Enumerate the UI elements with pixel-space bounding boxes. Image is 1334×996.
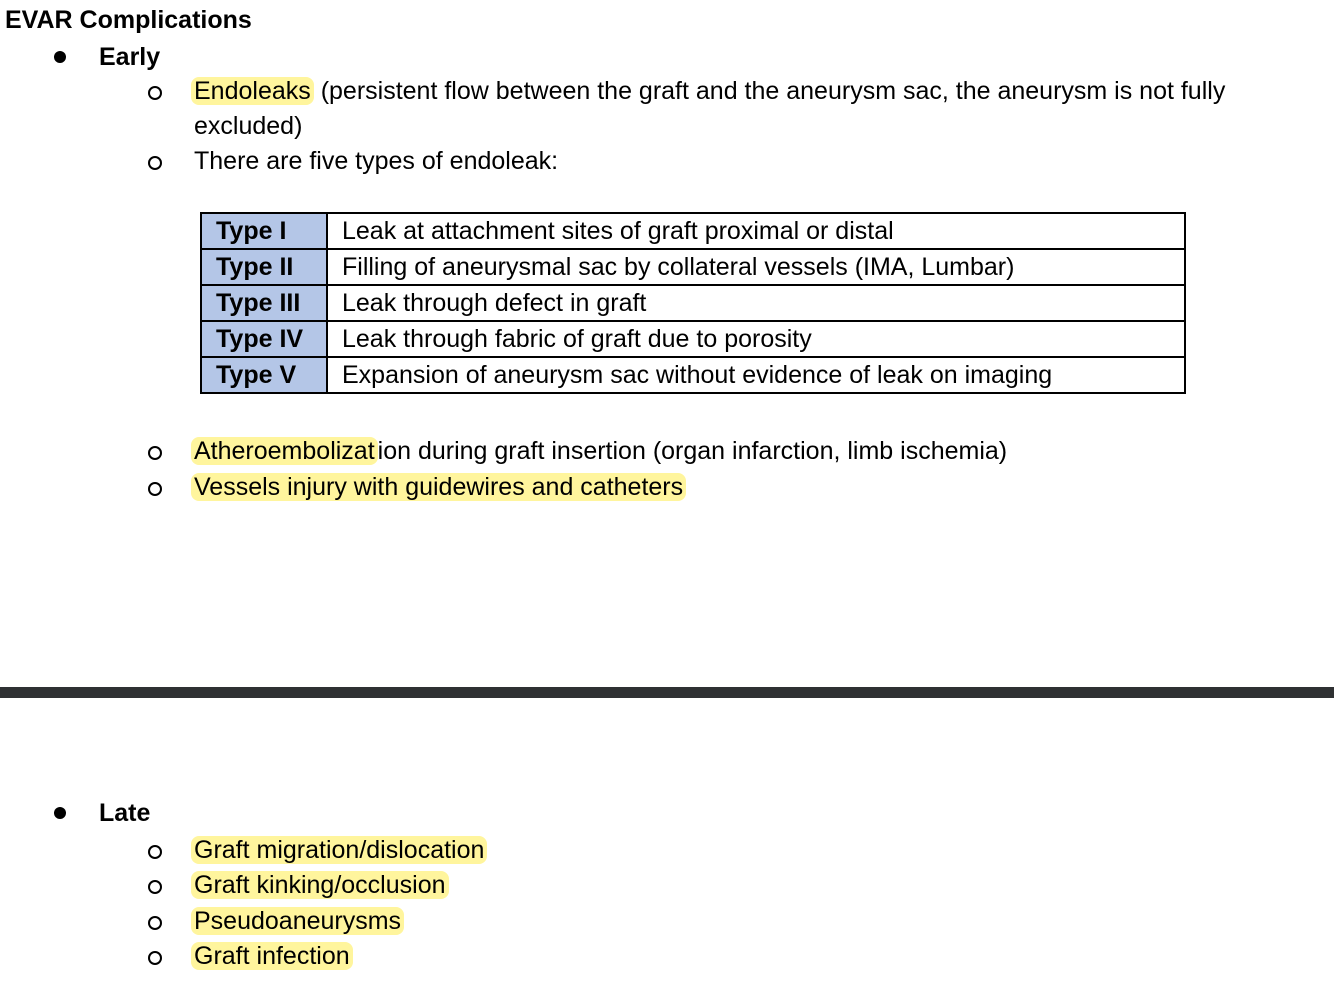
- highlighted-text: Vessels injury with guidewires and catheters: [191, 473, 686, 501]
- circle-bullet-icon: [148, 86, 162, 100]
- endoleak-type-cell: Type I: [201, 213, 327, 249]
- circle-bullet-icon: [148, 951, 162, 965]
- endoleak-desc-cell: Leak at attachment sites of graft proximal or distal: [327, 213, 1185, 249]
- highlighted-text: Graft migration/dislocation: [191, 836, 487, 864]
- highlighted-text: Graft infection: [191, 942, 353, 970]
- item-rest-text: ion during graft insertion (organ infarction, limb ischemia): [377, 437, 1008, 465]
- list-item-text: [194, 939, 1304, 974]
- list-item-text: [194, 144, 1304, 179]
- endoleak-types-table: [200, 212, 1186, 394]
- endoleak-type-cell: Type V: [201, 357, 327, 393]
- bullet-dot-icon: [54, 51, 66, 63]
- circle-bullet-icon: [148, 916, 162, 930]
- list-item-text: [194, 868, 1304, 903]
- highlighted-text: Endoleaks: [191, 77, 314, 105]
- document-title: EVAR Complications: [5, 6, 252, 34]
- highlighted-text: Pseudoaneurysms: [191, 907, 404, 935]
- endoleak-desc-cell: Expansion of aneurysm sac without evidence of leak on imaging: [327, 357, 1185, 393]
- item-rest-text: (persistent flow between the graft and the aneurysm sac, the aneurysm is not fully excluded): [194, 77, 1226, 140]
- table-row: [201, 213, 1185, 249]
- endoleak-type-cell: Type IV: [201, 321, 327, 357]
- endoleak-desc-cell: Filling of aneurysmal sac by collateral vessels (IMA, Lumbar): [327, 249, 1185, 285]
- list-item-text: [194, 74, 1304, 144]
- bullet-dot-icon: [54, 807, 66, 819]
- endoleak-desc-cell: Leak through fabric of graft due to porosity: [327, 321, 1185, 357]
- circle-bullet-icon: [148, 482, 162, 496]
- highlighted-text: Graft kinking/occlusion: [191, 871, 449, 899]
- early-heading: Early: [99, 43, 161, 71]
- table-row: [201, 249, 1185, 285]
- endoleak-type-cell: Type III: [201, 285, 327, 321]
- list-item-text: [194, 434, 1304, 469]
- list-item-text: [194, 470, 1304, 505]
- circle-bullet-icon: [148, 845, 162, 859]
- list-item-text: [194, 833, 1304, 868]
- item-rest-text: There are five types of endoleak:: [194, 147, 559, 175]
- page-divider: [0, 687, 1334, 698]
- table-row: [201, 321, 1185, 357]
- table-row: [201, 285, 1185, 321]
- circle-bullet-icon: [148, 446, 162, 460]
- endoleak-desc-cell: Leak through defect in graft: [327, 285, 1185, 321]
- highlighted-text: Atheroembolizat: [191, 437, 378, 465]
- list-item-text: [194, 904, 1304, 939]
- endoleak-type-cell: Type II: [201, 249, 327, 285]
- circle-bullet-icon: [148, 880, 162, 894]
- late-heading: Late: [99, 799, 151, 827]
- circle-bullet-icon: [148, 156, 162, 170]
- table-row: [201, 357, 1185, 393]
